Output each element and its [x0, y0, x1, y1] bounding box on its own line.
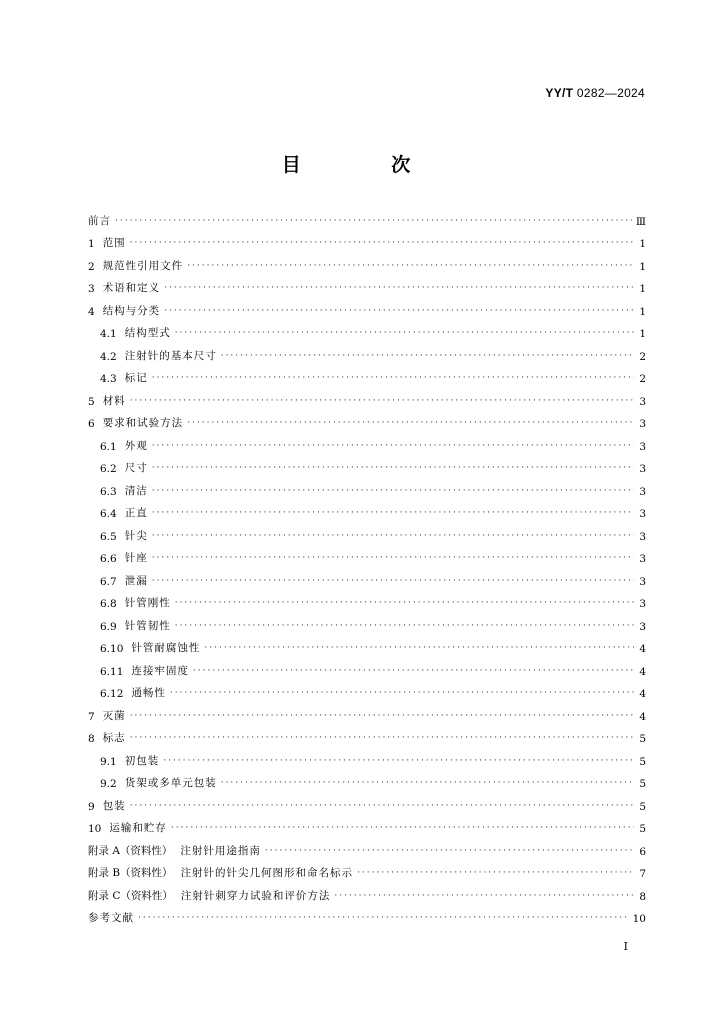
toc-leader-dots: [204, 643, 634, 653]
toc-leader-dots: [130, 396, 634, 406]
toc-entry-title: 注射针用途指南: [180, 844, 261, 857]
toc-entry[interactable]: [88, 655, 646, 678]
toc-entry-title: 包装: [102, 799, 126, 812]
toc-entry-page: 5: [639, 823, 646, 835]
toc-entry-number: 6.9: [100, 620, 117, 633]
toc-entry[interactable]: [88, 723, 646, 746]
toc-entry-title: 标志: [102, 732, 126, 744]
toc-entry[interactable]: [88, 745, 646, 768]
toc-entry[interactable]: [88, 385, 646, 408]
toc-entry-page: 5: [639, 800, 646, 813]
toc-leader-dots: [175, 598, 634, 608]
toc-leader-dots: [193, 666, 634, 676]
toc-entry-page: 3: [639, 508, 646, 520]
toc-entry-page: 4: [639, 710, 646, 723]
toc-entry[interactable]: [88, 205, 646, 228]
toc-entry[interactable]: [88, 228, 646, 251]
document-code: [545, 86, 645, 100]
toc-entry[interactable]: [88, 430, 646, 453]
toc-entry-page: 6: [639, 845, 646, 858]
toc-entry[interactable]: [88, 453, 646, 476]
toc-leader-dots: [171, 823, 634, 833]
toc-leader-dots: [265, 846, 634, 856]
toc-entry-number: 10: [88, 823, 102, 835]
toc-entry[interactable]: [88, 610, 646, 633]
toc-leader-dots: [152, 486, 634, 496]
toc-entry-title: 规范性引用文件: [102, 259, 184, 272]
toc-leader-dots: [357, 868, 634, 878]
toc-entry[interactable]: [88, 903, 646, 926]
toc-entry-page: 2: [639, 350, 646, 363]
toc-entry[interactable]: [88, 408, 646, 431]
toc-entry-page: 2: [639, 373, 646, 385]
toc-entry[interactable]: [88, 700, 646, 723]
toc-entry-number: 1: [88, 238, 95, 250]
toc-leader-dots: [163, 756, 634, 766]
toc-entry-title: 材料: [102, 394, 126, 407]
toc-entry-page: 3: [639, 463, 646, 475]
toc-entry-page: 3: [639, 575, 646, 588]
toc-entry-page: 3: [639, 530, 646, 543]
toc-leader-dots: [130, 238, 634, 248]
toc-entry-number: 6.4: [100, 508, 117, 520]
toc-entry-number: 4.2: [100, 350, 117, 363]
toc-entry-page: 1: [639, 283, 646, 295]
toc-entry-title: 泄漏: [124, 574, 148, 587]
toc-entry-title: 要求和试验方法: [102, 417, 184, 429]
toc-entry-page: 1: [639, 328, 646, 340]
toc-entry-title: 连接牢固度: [131, 664, 189, 677]
toc-leader-dots: [152, 441, 634, 451]
toc-entry-number: 6.8: [100, 598, 117, 610]
toc-leader-dots: [221, 351, 634, 361]
toc-entry-page: 4: [639, 643, 646, 655]
toc-entry[interactable]: [88, 475, 646, 498]
toc-entry[interactable]: [88, 633, 646, 656]
toc-entry-title: 正直: [124, 507, 148, 519]
toc-entry-page: 3: [639, 598, 646, 610]
toc-entry-title: 注射针的基本尺寸: [124, 349, 217, 362]
toc-entry-page: 3: [639, 485, 646, 498]
toc-entry[interactable]: [88, 520, 646, 543]
toc-entry-page: 1: [639, 238, 646, 250]
toc-leader-dots: [130, 733, 634, 743]
toc-entry[interactable]: [88, 273, 646, 296]
toc-entry-title: 术语和定义: [102, 282, 161, 294]
toc-entry-title: 针尖: [124, 529, 148, 542]
toc-entry-number: 6.2: [100, 463, 117, 475]
toc-entry[interactable]: [88, 565, 646, 588]
toc-entry-number: 9.2: [100, 778, 117, 790]
page-title: 目 次: [281, 154, 453, 176]
toc-entry-number: 7: [88, 710, 95, 723]
toc-entry[interactable]: [88, 295, 646, 318]
toc-entry-page: 8: [639, 890, 646, 903]
toc-entry-number: 6.5: [100, 530, 117, 543]
toc-leader-dots: [152, 373, 634, 383]
page-number: I: [623, 940, 628, 953]
toc-entry-page: 1: [639, 260, 646, 273]
toc-entry-title: 结构与分类: [102, 304, 161, 317]
toc-entry-title: 外观: [124, 439, 148, 452]
toc-entry-title: 通畅性: [131, 687, 166, 699]
table-of-contents: [88, 205, 646, 925]
toc-leader-dots: [115, 216, 632, 226]
toc-leader-dots: [187, 261, 634, 271]
toc-entry-page: 5: [639, 733, 646, 745]
toc-entry-title: 针管刚性: [124, 597, 171, 609]
toc-leader-dots: [175, 328, 634, 338]
toc-entry-number: 附录 C（资料性）: [88, 889, 173, 902]
toc-leader-dots: [164, 283, 634, 293]
toc-entry-page: 5: [639, 755, 646, 768]
toc-entry[interactable]: [88, 813, 646, 836]
toc-entry-number: 2: [88, 260, 95, 273]
toc-entry-page: 3: [639, 620, 646, 633]
toc-entry-number: 3: [88, 283, 95, 295]
toc-entry-title: 尺寸: [124, 462, 148, 474]
toc-entry-number: 5: [88, 395, 95, 408]
toc-leader-dots: [221, 778, 634, 788]
toc-entry[interactable]: [88, 543, 646, 566]
toc-entry-number: 6.1: [100, 440, 117, 453]
toc-entry-number: 附录 B（资料性）: [88, 867, 173, 879]
toc-entry-title: 标记: [124, 372, 148, 384]
document-code-prefix: YY/T: [545, 86, 574, 100]
toc-entry-number: 8: [88, 733, 95, 745]
toc-entry-title: 清洁: [124, 484, 148, 497]
toc-entry-page: 7: [639, 868, 646, 880]
toc-entry-number: 9.1: [100, 755, 117, 768]
toc-entry-page: 10: [632, 913, 646, 925]
toc-entry-number: 6.6: [100, 553, 117, 565]
toc-entry-title: 针管韧性: [124, 619, 171, 632]
toc-entry-page: 3: [639, 418, 646, 430]
toc-leader-dots: [152, 553, 634, 563]
toc-entry-title: 初包装: [124, 754, 160, 767]
toc-entry[interactable]: [88, 858, 646, 881]
toc-entry-number: 6.12: [100, 688, 124, 700]
toc-leader-dots: [175, 621, 634, 631]
toc-entry-page: 3: [639, 553, 646, 565]
toc-leader-dots: [170, 688, 634, 698]
toc-leader-dots: [130, 801, 634, 811]
toc-entry-page: 3: [639, 395, 646, 408]
toc-entry[interactable]: [88, 498, 646, 521]
toc-entry-page: Ⅲ: [635, 215, 646, 228]
toc-entry-page: 5: [639, 778, 646, 790]
toc-leader-dots: [164, 306, 634, 316]
toc-entry-title: 结构型式: [124, 327, 171, 339]
toc-entry-number: 6.10: [100, 643, 124, 655]
toc-entry-number: 6.3: [100, 485, 117, 498]
toc-entry[interactable]: [88, 363, 646, 386]
toc-entry-number: 9: [88, 800, 95, 813]
toc-entry-title: 灭菌: [102, 709, 126, 722]
toc-entry-number: 4.1: [100, 328, 117, 340]
toc-entry[interactable]: [88, 790, 646, 813]
toc-entry-number: 6.11: [100, 665, 124, 678]
toc-leader-dots: [152, 508, 634, 518]
toc-leader-dots: [152, 463, 634, 473]
toc-entry[interactable]: [88, 678, 646, 701]
toc-leader-dots: [138, 913, 629, 923]
toc-entry-number: 附录 A（资料性）: [88, 844, 173, 857]
toc-leader-dots: [152, 576, 634, 586]
toc-entry[interactable]: [88, 318, 646, 341]
toc-entry-title: 参考文献: [88, 912, 134, 924]
toc-entry-title: 注射针刺穿力试验和评价方法: [180, 889, 331, 902]
toc-entry[interactable]: [88, 588, 646, 611]
document-code-number: 0282—2024: [576, 86, 645, 100]
toc-entry[interactable]: [88, 768, 646, 791]
toc-entry-title: 针座: [124, 552, 148, 564]
toc-entry[interactable]: [88, 250, 646, 273]
toc-entry-page: 4: [639, 665, 646, 678]
toc-entry-number: 4.3: [100, 373, 117, 385]
toc-entry-number: 4: [88, 305, 95, 318]
toc-entry-title: 范围: [102, 237, 126, 249]
toc-entry-title: 注射针的针尖几何图形和命名标示: [180, 867, 354, 879]
toc-leader-dots: [334, 891, 634, 901]
toc-leader-dots: [152, 531, 634, 541]
toc-entry-title: 前言: [88, 214, 111, 227]
toc-entry-title: 针管耐腐蚀性: [131, 642, 201, 654]
toc-entry-number: 6: [88, 418, 95, 430]
toc-entry[interactable]: [88, 835, 646, 858]
toc-entry-title: 运输和贮存: [109, 822, 167, 834]
toc-entry[interactable]: [88, 880, 646, 903]
toc-leader-dots: [130, 711, 634, 721]
toc-entry-page: 1: [639, 305, 646, 318]
toc-entry-number: 6.7: [100, 575, 117, 588]
toc-entry-title: 货架或多单元包装: [124, 777, 217, 789]
toc-entry[interactable]: [88, 340, 646, 363]
toc-entry-page: 4: [639, 688, 646, 700]
toc-entry-page: 3: [639, 440, 646, 453]
toc-leader-dots: [187, 418, 634, 428]
